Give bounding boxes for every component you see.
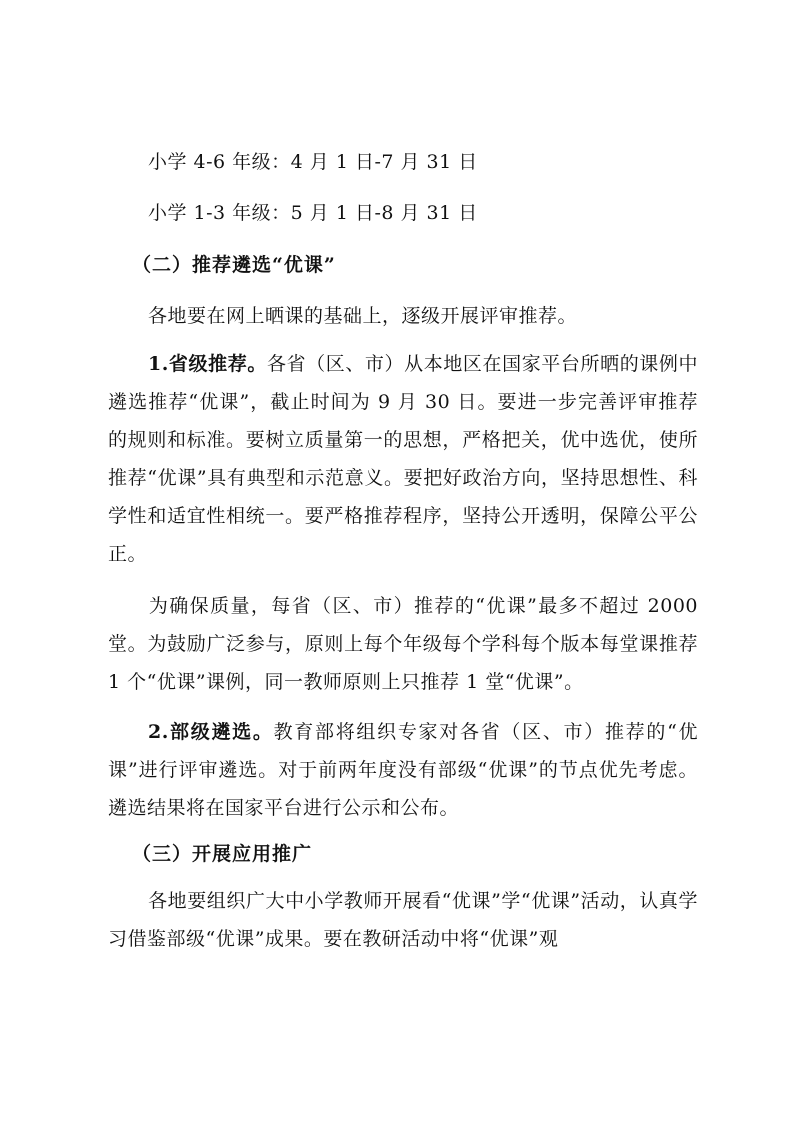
section-heading-recommend: （二）推荐遴选“优课” <box>132 254 336 276</box>
paragraph-quota-note <box>108 587 698 701</box>
item-body-provincial: 各省（区、市）从本地区在国家平台所晒的课例中遴选推荐“优课”，截止时间为 9 月 30 日。要进一步完善评审推荐的规则和标准。要树立质量第一的思想，严格把关，优中选优，使所推荐“优课”具有典型和示范意义。要把好政治方向，坚持思想性、科学性和适宜性相统一。要严格推荐程序，坚持公开透明，保障公平公正。 <box>108 353 698 565</box>
item-title-provincial: 1.省级推荐。 <box>148 353 267 375</box>
paragraph-ministry-selection <box>108 713 698 827</box>
item-body-ministry: 教育部将组织专家对各省（区、市）推荐的“优课”进行评审遴选。对于前两年度没有部级“优课”的节点优先考虑。遴选结果将在国家平台进行公示和公布。 <box>108 721 698 819</box>
schedule-line-grade-4-6: 小学 4-6 年级：4 月 1 日-7 月 31 日 <box>148 151 478 173</box>
section-heading-promotion: （三）开展应用推广 <box>132 843 313 865</box>
paragraph-promotion <box>108 882 698 958</box>
item-title-ministry: 2.部级遴选。 <box>148 721 274 743</box>
section-intro-paragraph: 各地要在网上晒课的基础上，逐级开展评审推荐。 <box>148 305 578 327</box>
schedule-line-grade-1-3: 小学 1-3 年级：5 月 1 日-8 月 31 日 <box>148 202 478 224</box>
promotion-body-text: 各地要组织广大中小学教师开展看“优课”学“优课”活动，认真学习借鉴部级“优课”成果。要在教研活动中将“优课”观 <box>108 890 698 950</box>
paragraph-provincial-recommendation <box>108 345 698 573</box>
quota-note-text: 为确保质量，每省（区、市）推荐的“优课”最多不超过 2000 堂。为鼓励广泛参与，原则上每个年级每个学科每个版本每堂课推荐 1 个“优课”课例，同一教师原则上只推荐 1 堂“优课”。 <box>108 595 698 693</box>
